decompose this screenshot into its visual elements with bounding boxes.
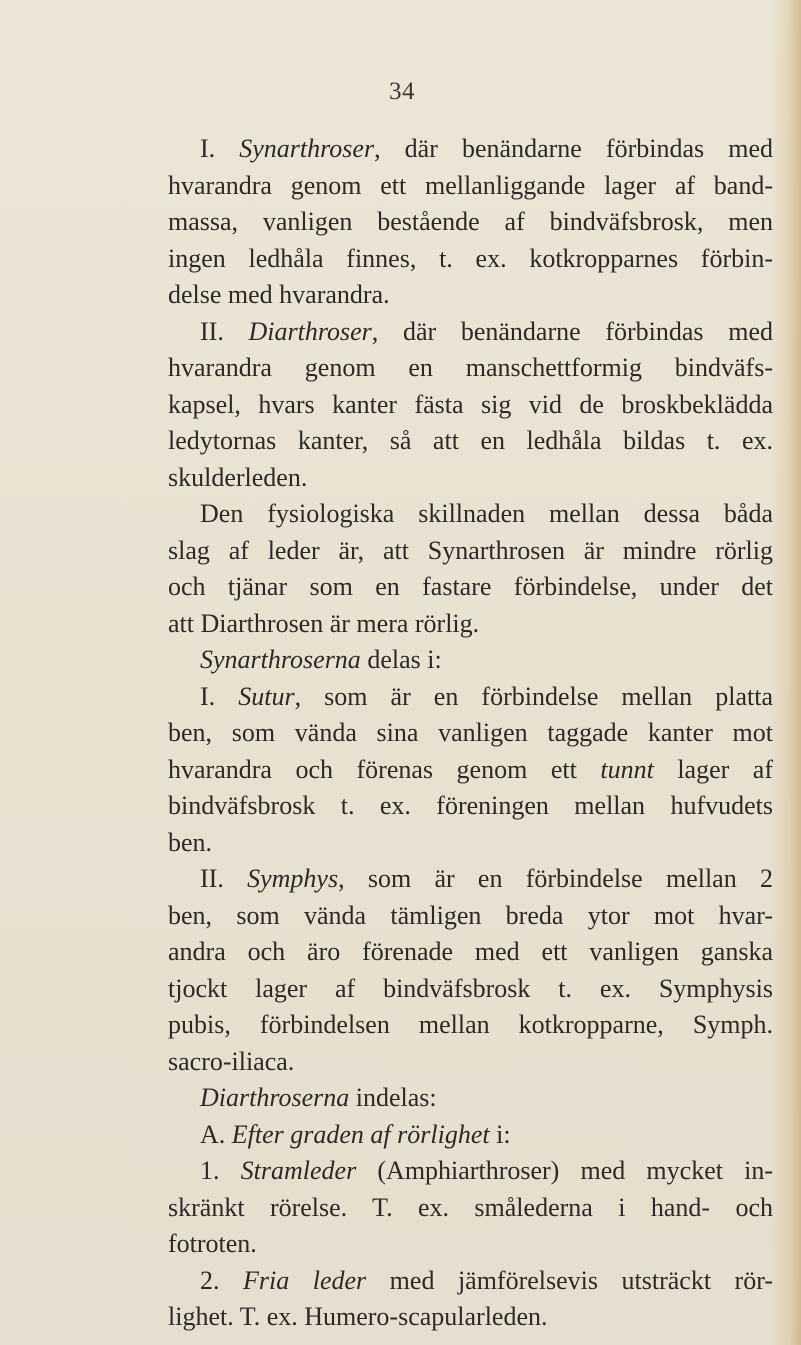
text-line: andra och äro förenade med ett vanligen ganska bbox=[168, 937, 773, 966]
text-line: att Diarthrosen är mera rörlig. bbox=[168, 608, 480, 638]
page-number: 34 bbox=[389, 78, 415, 105]
text-line: Den fysiologiska skillnaden mellan dessa båda bbox=[200, 499, 773, 528]
text-line: skulderleden. bbox=[168, 462, 308, 492]
text-line: II. Diarthroser, där benändarne förbindas med bbox=[200, 316, 773, 346]
text-line: ben, som vända sina vanligen taggade kanter mot bbox=[168, 718, 773, 747]
text-line: skränkt rörelse. T. ex. smålederna i hand- och bbox=[168, 1192, 773, 1222]
text-line: tjockt lager af bindväfsbrosk t. ex. Symphysis bbox=[168, 973, 773, 1003]
text-line: ledytornas kanter, så att en ledhåla bildas t. ex. bbox=[168, 426, 773, 455]
text-line: slag af leder är, att Synarthrosen är mindre rörlig bbox=[168, 535, 773, 565]
text-line: 2. Fria leder med jämförelsevis utsträckt rör- bbox=[200, 1265, 774, 1295]
text-line: ingen ledhåla finnes, t. ex. kotkropparnes förbin- bbox=[168, 243, 773, 273]
text-line: ben. bbox=[168, 827, 213, 857]
text-line: bindväfsbrosk t. ex. föreningen mellan hufvudets bbox=[168, 791, 773, 820]
text-line: Synarthroserna delas i: bbox=[200, 645, 442, 674]
text-line: delse med hvarandra. bbox=[168, 280, 390, 309]
text-line: A. Efter graden af rörlighet i: bbox=[200, 1119, 511, 1149]
text-line: fotroten. bbox=[168, 1229, 257, 1258]
text-line: II. Symphys, som är en förbindelse mellan 2 bbox=[200, 864, 773, 893]
text-line: I. Sutur, som är en förbindelse mellan platta bbox=[200, 681, 773, 711]
text-line: Diarthroserna indelas: bbox=[200, 1083, 437, 1112]
text-line: sacro-iliaca. bbox=[168, 1046, 295, 1076]
text-line: pubis, förbindelsen mellan kotkropparne, Symph. bbox=[168, 1010, 773, 1039]
text-line: 1. Stramleder (Amphiarthroser) med mycket in- bbox=[200, 1156, 774, 1185]
text-line: I. Synarthroser, där benändarne förbindas med bbox=[200, 134, 773, 163]
body-text bbox=[168, 131, 773, 1336]
text-line: hvarandra genom en manschettformig bindväfs- bbox=[168, 353, 773, 382]
text-line: massa, vanligen bestående af bindväfsbrosk, men bbox=[168, 207, 773, 236]
text-line: kapsel, hvars kanter fästa sig vid de broskbeklädda bbox=[168, 389, 773, 419]
text-line: lighet. T. ex. Humero-scapularleden. bbox=[168, 1302, 548, 1331]
text-line: hvarandra genom ett mellanliggande lager af band- bbox=[168, 170, 773, 200]
text-line: ben, som vända tämligen breda ytor mot hvar- bbox=[168, 900, 773, 930]
text-line: hvarandra och förenas genom ett tunnt lager af bbox=[168, 754, 773, 784]
text-line: och tjänar som en fastare förbindelse, under det bbox=[168, 572, 773, 601]
